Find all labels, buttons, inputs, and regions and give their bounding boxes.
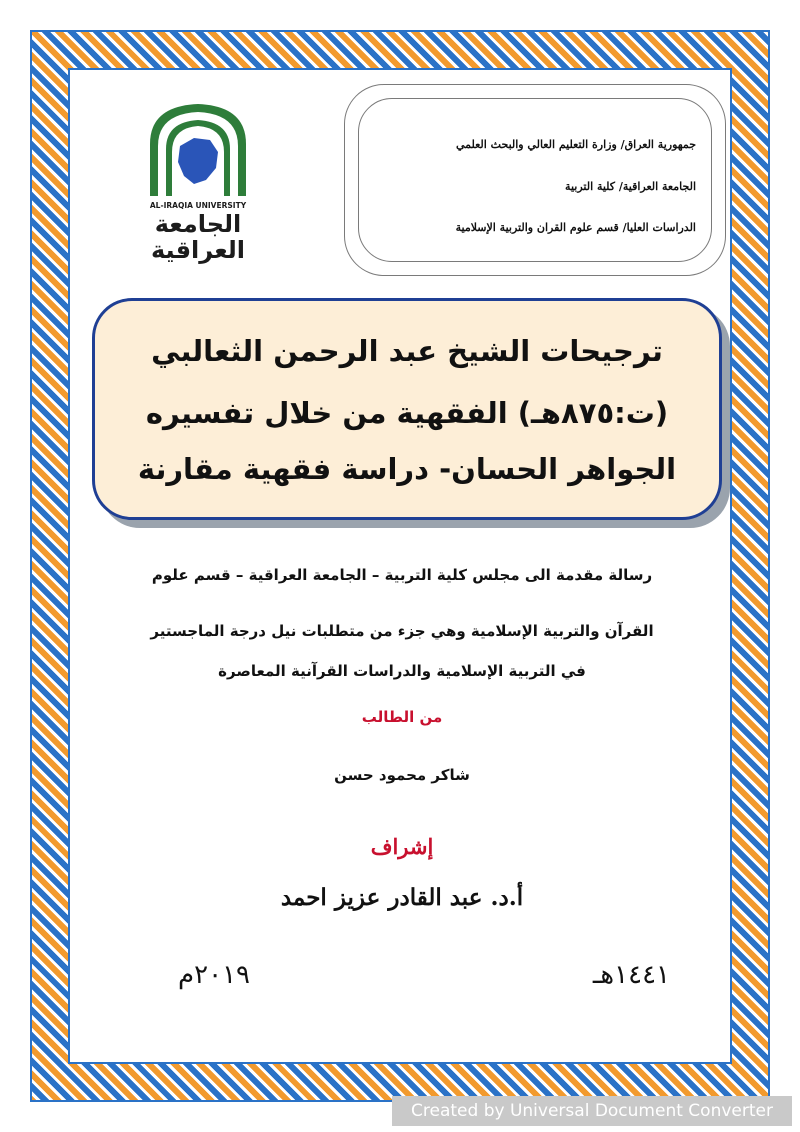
logo-arabic-name-1: الجامعة (154, 210, 242, 238)
title-line-1: ترجيحات الشيخ عبد الرحمن الثعالبي (151, 334, 663, 368)
logo-arabic-name-2: العراقية (150, 236, 246, 264)
logo-english-name: AL-IRAQIA UNIVERSITY (149, 201, 247, 210)
description-line-1: رسالة مقدمة الى مجلس كلية التربية – الجامعة العراقية – قسم علوم (151, 566, 653, 584)
ministry-line-1: جمهورية العراق/ وزارة التعليم العالي والبحث العلمي (455, 138, 696, 151)
ministry-line-3: الدراسات العليا/ قسم علوم القران والتربية الإسلامية (455, 221, 696, 234)
hijri-date: ١٤٤١هـ (592, 960, 670, 990)
converter-watermark: Created by Universal Document Converter (392, 1096, 792, 1126)
description-line-3: في التربية الإسلامية والدراسات القرآنية المعاصرة (218, 662, 586, 680)
title-line-3: الجواهر الحسان- دراسة فقهية مقارنة (137, 452, 677, 486)
supervision-label: إشراف (370, 834, 434, 859)
supervisor-name: أ.د. عبد القادر عزيز احمد (280, 884, 524, 911)
university-logo (128, 96, 268, 266)
ministry-line-2: الجامعة العراقية/ كلية التربية (565, 180, 696, 193)
gregorian-date: ٢٠١٩م (178, 960, 250, 990)
title-line-2: (ت:٨٧٥هـ) الفقهية من خلال تفسيره (145, 396, 669, 430)
student-label: من الطالب (361, 708, 443, 726)
description-line-2: القرآن والتربية الإسلامية وهي جزء من متطلبات نيل درجة الماجستير (150, 622, 654, 640)
student-name: شاكر محمود حسن (334, 766, 470, 784)
